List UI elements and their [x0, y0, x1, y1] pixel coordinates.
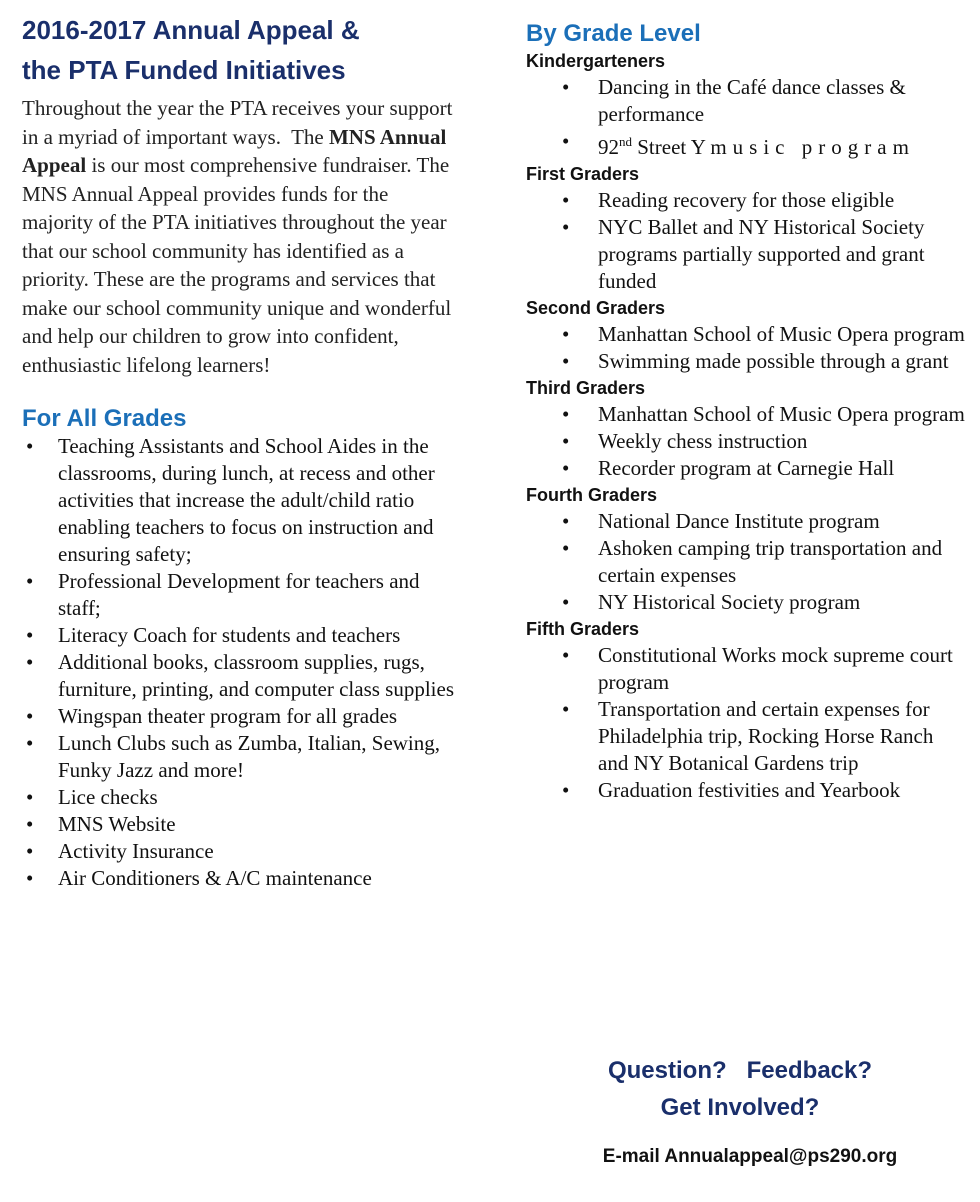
- intro-paragraph: [22, 94, 462, 379]
- list-item: [526, 128, 966, 161]
- intro-bold-name: MNS Annual Appeal: [22, 124, 447, 177]
- intro-part-3: is our most comprehensive fundraiser. The MNS Annual Appeal provides funds for the majority of the PTA initiatives throughout the year that our school community has identified as a priority. These are the programs and services that make our school community unique and wonderful and help our children to grow into confident, enthusiastic lifelong learners!: [22, 153, 452, 377]
- grade-label-first: First Graders: [526, 164, 640, 184]
- grade-label-second: Second Graders: [526, 298, 666, 318]
- list-item: • Literacy Coach for students and teachers: [22, 622, 462, 649]
- list-item: • NY Historical Society program: [526, 589, 966, 616]
- list-item: • Professional Development for teachers and staff;: [22, 568, 462, 622]
- kindergarten-list: [526, 74, 966, 161]
- grade-label-kindergarten: Kindergarteners: [526, 51, 666, 71]
- list-item: • Activity Insurance: [22, 838, 462, 865]
- contact-email[interactable]: E-mail Annualappeal@ps290.org: [602, 1146, 898, 1167]
- grade-label-third: Third Graders: [526, 378, 646, 398]
- list-item: • Reading recovery for those eligible: [526, 187, 966, 214]
- grade-label-fourth: Fourth Graders: [526, 485, 658, 505]
- list-item: • Graduation festivities and Yearbook: [526, 777, 966, 804]
- fifth-list: [526, 642, 966, 804]
- list-item: • Swimming made possible through a grant: [526, 348, 966, 375]
- list-item: • Manhattan School of Music Opera program: [526, 401, 966, 428]
- list-item: • Recorder program at Carnegie Hall: [526, 455, 966, 482]
- question-line-1: Question? Feedback?: [607, 1057, 873, 1084]
- question-line-2: Get Involved?: [660, 1094, 820, 1121]
- page-title: [22, 10, 462, 90]
- list-item: • Wingspan theater program for all grades: [22, 703, 462, 730]
- grade-label-fifth: Fifth Graders: [526, 619, 640, 639]
- list-item: • Lice checks: [22, 784, 462, 811]
- list-item: • Transportation and certain expenses for Philadelphia trip, Rocking Horse Ranch and NY Botanical Gardens trip: [526, 696, 966, 777]
- list-item: • Ashoken camping trip transportation and certain expenses: [526, 535, 966, 589]
- list-item: • Lunch Clubs such as Zumba, Italian, Sewing, Funky Jazz and more!: [22, 730, 462, 784]
- list-item: • Dancing in the Café dance classes & performance: [526, 74, 966, 128]
- list-item: • Additional books, classroom supplies, rugs, furniture, printing, and computer class supplies: [22, 649, 462, 703]
- list-item: • Constitutional Works mock supreme court program: [526, 642, 966, 696]
- all-grades-list: [22, 433, 462, 892]
- y-spaced: music program: [710, 135, 915, 159]
- all-grades-heading: For All Grades: [22, 405, 187, 432]
- first-list: [526, 187, 966, 295]
- list-item: • Air Conditioners & A/C maintenance: [22, 865, 462, 892]
- left-column: [22, 10, 462, 892]
- third-list: [526, 401, 966, 482]
- fourth-list: [526, 508, 966, 616]
- title-line-2: the PTA Funded Initiatives: [22, 55, 346, 85]
- question-callout: [560, 1052, 920, 1126]
- list-item: • Teaching Assistants and School Aides in the classrooms, during lunch, at recess and other activities that increase the adult/child ratio enabling teachers to focus on instruction and ensuring safety;: [22, 433, 462, 568]
- second-list: [526, 321, 966, 375]
- right-column: [526, 20, 966, 804]
- list-item: • Manhattan School of Music Opera program: [526, 321, 966, 348]
- list-item: • MNS Website: [22, 811, 462, 838]
- list-item: • NYC Ballet and NY Historical Society programs partially supported and grant funded: [526, 214, 966, 295]
- by-grade-heading: By Grade Level: [526, 20, 701, 47]
- intro-part-1: Throughout the year the PTA receives your support in a myriad of important ways.: [22, 96, 453, 149]
- y-number: 92: [598, 135, 619, 159]
- y-rest: Street Y: [637, 135, 706, 159]
- list-item: • National Dance Institute program: [526, 508, 966, 535]
- y-superscript: nd: [619, 134, 632, 149]
- list-item: • Weekly chess instruction: [526, 428, 966, 455]
- intro-part-2: The: [291, 124, 324, 149]
- title-line-1: 2016-2017 Annual Appeal &: [22, 15, 360, 45]
